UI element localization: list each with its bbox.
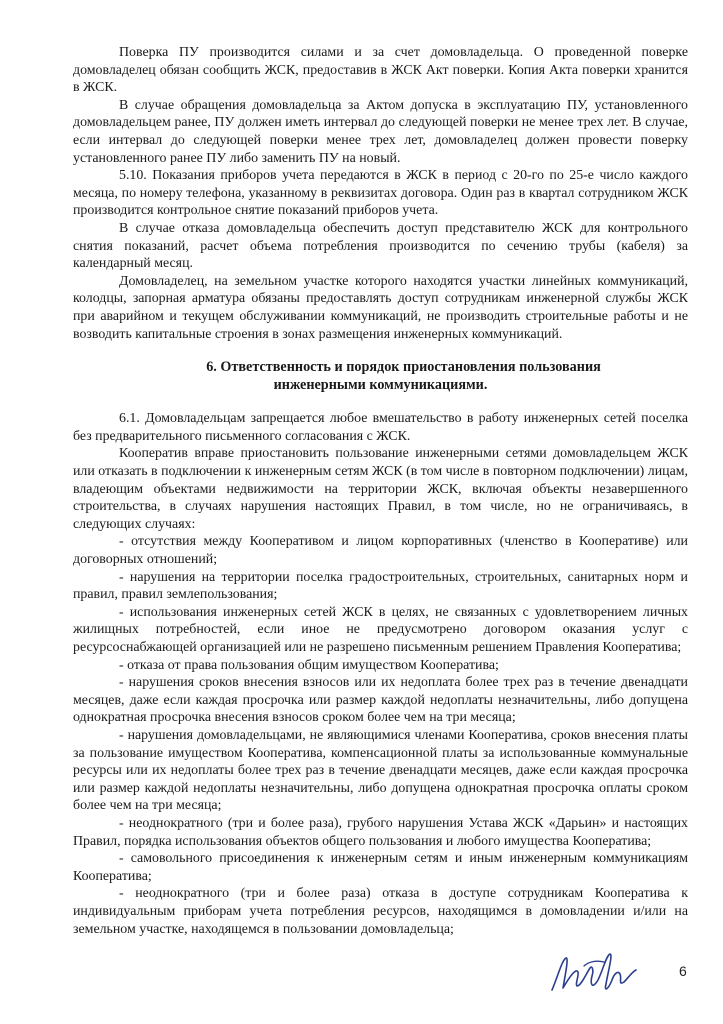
suspension-cases-list — [73, 533, 688, 938]
paragraph-suspension-rights: Кооператив вправе приостановить пользование инженерными сетями домовладельцем ЖСК или отказать в подключении к инженерным сетям ЖСК (в том числе в повторном подключении) лицам, владеющим объектами недвижимости на территории ЖСК, включая объекты незавершенного строительства, в случаях нарушения настоящих Правил, в том числе, но не ограничиваясь, в следующих случаях: — [73, 446, 688, 532]
list-item: - отказа от права пользования общим имуществом Кооператива; — [119, 657, 499, 673]
paragraph-access-refusal: В случае отказа домовладельца обеспечить доступ представителю ЖСК для контрольного снятия показаний, расчет объема потребления производится по сечению трубы (кабеля) за календарный месяц. — [73, 220, 688, 272]
list-item: - использования инженерных сетей ЖСК в целях, не связанных с удовлетворением личных жилищных потребностей, если иное не предусмотрено договором оказания услуг с ресурсоснабжающей организацией или не разрешено письменным решением Правления Кооператива; — [73, 604, 688, 655]
list-item: - нарушения сроков внесения взносов или их недоплата более трех раз в течение двенадцати месяцев, даже если каждая просрочка или размер каждой недоплаты незначительны, либо допущена однократная просрочка внесения взносов сроком более чем на три месяца; — [73, 675, 688, 726]
handwritten-signature — [548, 946, 640, 1002]
list-item: - неоднократного (три и более раза) отказа в доступе сотрудникам Кооператива к индивидуальным приборам учета потребления ресурсов, находящимся в домовладении и/или на земельном участке, находящемся в пользовании домовладельца; — [73, 886, 688, 937]
paragraph-6-1: 6.1. Домовладельцам запрещается любое вмешательство в работу инженерных сетей поселка без предварительного письменного согласования с ЖСК. — [73, 411, 688, 444]
document-body — [73, 44, 688, 938]
list-item: - нарушения на территории поселка градостроительных, строительных, санитарных норм и правил, правил землепользования; — [73, 569, 688, 603]
spacer — [73, 394, 688, 410]
list-item: - отсутствия между Кооперативом и лицом корпоративных (членство в Кооперативе) или договорных отношений; — [73, 534, 688, 568]
paragraph-owner-obligations: Домовладелец, на земельном участке которого находятся участки линейных коммуникаций, колодцы, запорная арматура обязаны предоставлять доступ сотрудникам инженерной службы ЖСК при аварийном и текущем обслуживании коммуникаций, не производить строительные работы и не возводить капитальные строения в зонах размещения инженерных коммуникаций. — [73, 273, 688, 342]
section-heading-line-2: инженерными коммуникациями. — [273, 376, 488, 393]
list-item: - неоднократного (три и более раза), грубого нарушения Устава ЖСК «Дарьин» и настоящих Правил, порядка использования объектов общего пользования и любого имущества Кооператива; — [73, 815, 688, 849]
list-item: - нарушения домовладельцами, не являющимися членами Кооператива, сроков внесения платы за пользование имуществом Кооператива, компенсационной платы за использованные коммунальные ресурсы или их недоплаты более трех раз в течение двенадцати месяцев, даже если каждая просрочка или размер каждой недоплаты незначительны, либо допущена однократная просрочка оплаты сроком более чем на три месяца; — [73, 727, 688, 814]
spacer — [73, 343, 688, 359]
paragraph-verification: Поверка ПУ производится силами и за счет домовладельца. О проведенной поверке домовладелец обязан сообщить ЖСК, предоставив в ЖСК Акт поверки. Копия Акта поверки хранится в ЖСК. — [73, 45, 688, 96]
section-heading-line-1: 6. Ответственность и порядок приостановления пользования — [206, 359, 601, 376]
paragraph-admission-act: В случае обращения домовладельца за Актом допуска в эксплуатацию ПУ, установленного домовладельцем ранее, ПУ должен иметь интервал до следующей поверки не менее трех лет. В случае, если интервал до следующей поверки менее трех лет, домовладелец должен провести поверку установленного ранее ПУ либо заменить ПУ на новый. — [73, 97, 688, 166]
list-item: - самовольного присоединения к инженерным сетям и иным инженерным коммуникациям Кооператива; — [73, 851, 688, 884]
paragraph-5-10: 5.10. Показания приборов учета передаются в ЖСК в период с 20-го по 25-е число каждого месяца, по номеру телефона, указанному в реквизитах договора. Один раз в квартал сотрудником ЖСК производится контрольное снятие показаний приборов учета. — [73, 168, 688, 219]
page-number: 6 — [679, 963, 687, 979]
section-6-heading — [73, 359, 688, 394]
